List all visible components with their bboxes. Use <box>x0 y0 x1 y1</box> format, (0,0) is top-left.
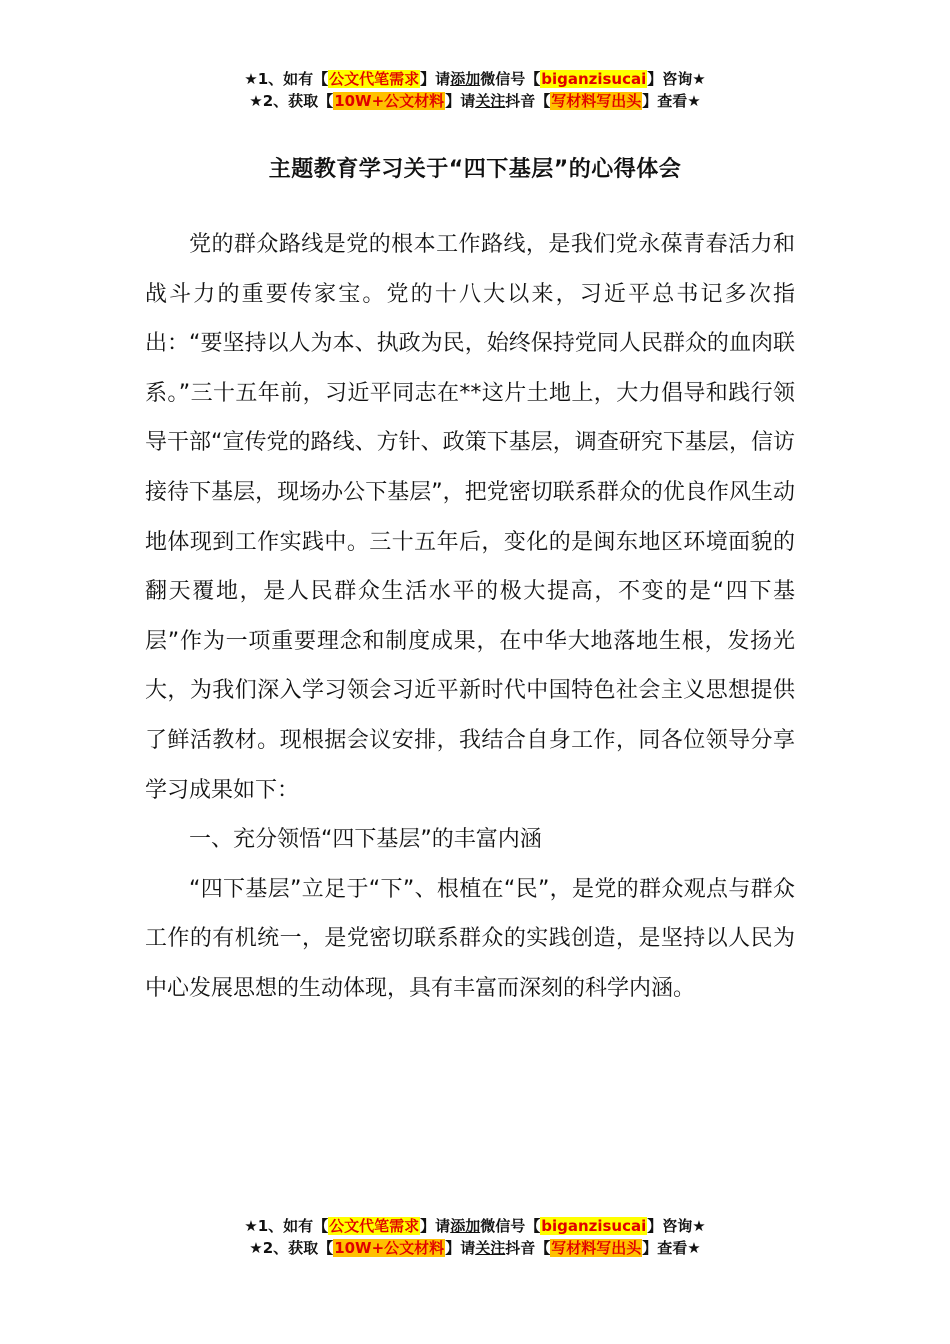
banner-text: 】请 <box>445 92 476 110</box>
banner-text: 微信号【 <box>480 1217 541 1235</box>
banner-text: ★2、获取【 <box>249 92 334 110</box>
footer-banner <box>0 1215 950 1259</box>
banner-underline-text: 添加 <box>450 1217 481 1235</box>
document-body <box>145 220 795 1014</box>
banner-text: 】请 <box>420 70 451 88</box>
wechat-id-highlight: biganzisucai <box>541 1217 647 1235</box>
banner-highlight: 10W+公文材料 <box>334 1239 445 1257</box>
banner-text: 】查看★ <box>642 1239 701 1257</box>
footer-banner-line-2 <box>0 1237 950 1259</box>
paragraph-intro: 党的群众路线是党的根本工作路线，是我们党永葆青春活力和战斗力的重要传家宝。党的十八大以来，习近平总书记多次指出：“要坚持以人为本、执政为民，始终保持党同人民群众的血肉联系。”三十五年前，习近平同志在**这片土地上，大力倡导和践行领导干部“宣传党的路线、方针、政策下基层，调查研究下基层，信访接待下基层，现场办公下基层”，把党密切联系群众的优良作风生动地体现到工作实践中。三十五年后，变化的是闽东地区环境面貌的翻天覆地，是人民群众生活水平的极大提高，不变的是“四下基层”作为一项重要理念和制度成果，在中华大地落地生根，发扬光大，为我们深入学习领会习近平新时代中国特色社会主义思想提供了鲜活教材。现根据会议安排，我结合自身工作，同各位领导分享学习成果如下： <box>145 232 795 803</box>
banner-text: 】咨询★ <box>647 70 706 88</box>
paragraph-section-1: “四下基层”立足于“下”、根植在“民”，是党的群众观点与群众工作的有机统一，是党密切联系群众的实践创造，是坚持以人民为中心发展思想的生动体现，具有丰富而深刻的科学内涵。 <box>145 876 795 1001</box>
banner-underline-text: 关注 <box>475 92 506 110</box>
header-banner-line-1 <box>0 68 950 90</box>
banner-text: 微信号【 <box>480 70 541 88</box>
banner-highlight: 10W+公文材料 <box>334 92 445 110</box>
banner-text: 】查看★ <box>642 92 701 110</box>
banner-text: 】请 <box>445 1239 476 1257</box>
banner-text: 】请 <box>420 1217 451 1235</box>
banner-text: ★1、如有【 <box>244 70 329 88</box>
douyin-id-highlight: 写材料写出头 <box>551 1239 642 1257</box>
section-heading-1: 一、充分领悟“四下基层”的丰富内涵 <box>189 827 542 853</box>
banner-underline-text: 关注 <box>475 1239 506 1257</box>
banner-highlight: 公文代笔需求 <box>329 70 420 88</box>
document-title: 主题教育学习关于“四下基层”的心得体会 <box>268 157 682 182</box>
footer-banner-line-1 <box>0 1215 950 1237</box>
banner-text: ★1、如有【 <box>244 1217 329 1235</box>
banner-underline-text: 添加 <box>450 70 481 88</box>
wechat-id-highlight: biganzisucai <box>541 70 647 88</box>
douyin-id-highlight: 写材料写出头 <box>551 92 642 110</box>
banner-text: 】咨询★ <box>647 1217 706 1235</box>
banner-text: 抖音【 <box>505 1239 551 1257</box>
header-banner-line-2 <box>0 90 950 112</box>
banner-highlight: 公文代笔需求 <box>329 1217 420 1235</box>
header-banner <box>0 68 950 112</box>
banner-text: 抖音【 <box>505 92 551 110</box>
banner-text: ★2、获取【 <box>249 1239 334 1257</box>
